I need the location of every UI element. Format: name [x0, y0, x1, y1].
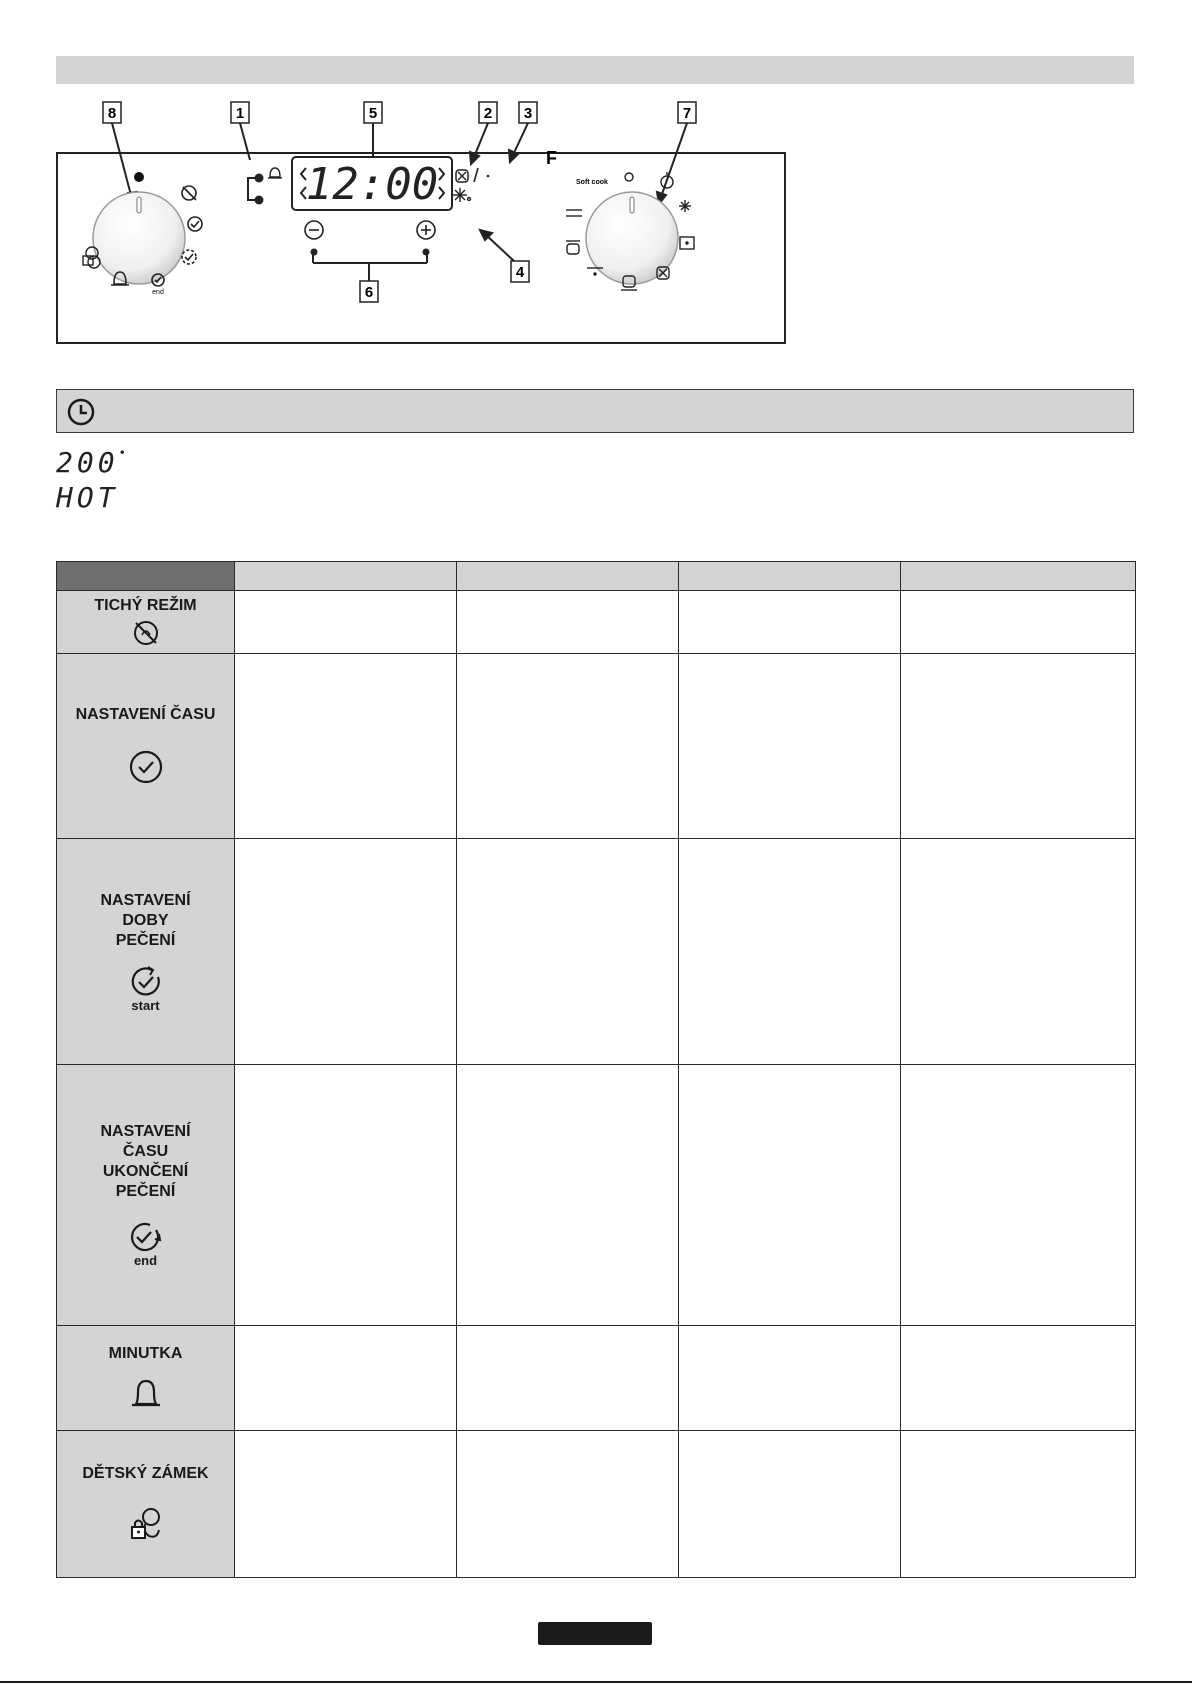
- callout-8: [103, 102, 121, 123]
- row-label: PEČENÍ: [115, 1183, 176, 1200]
- table-header-row: [57, 562, 1136, 591]
- table-row-child-lock: [57, 1431, 1136, 1578]
- control-panel-diagram: [56, 100, 786, 345]
- row-label: MINUTKA: [108, 1345, 183, 1362]
- table-cell: [457, 654, 679, 839]
- panel-letter-f: F: [546, 148, 557, 168]
- table-header-cell: [57, 562, 235, 591]
- row-label: DĚTSKÝ ZÁMEK: [82, 1465, 209, 1482]
- table-header-cell: [235, 562, 457, 591]
- start-label: start: [131, 997, 160, 1013]
- svg-text:7: 7: [682, 105, 692, 122]
- table-cell: [679, 654, 901, 839]
- table-cell: [901, 654, 1136, 839]
- table-header-cell: [901, 562, 1136, 591]
- table-cell: [235, 1431, 457, 1578]
- heating-dot-indicator: [487, 175, 490, 178]
- callout-2: [479, 102, 497, 123]
- page-footer-badge: [538, 1622, 652, 1645]
- table-cell: [235, 1326, 457, 1431]
- display-time: 12:00: [305, 159, 439, 210]
- display-example-hot: HOT: [56, 481, 119, 514]
- child-lock-icon: [126, 1506, 166, 1544]
- minus-dot: [311, 249, 318, 256]
- callout-1: [231, 102, 249, 123]
- duration-start-icon: [126, 963, 166, 999]
- clock-check-icon: [126, 747, 166, 787]
- svg-text:4: 4: [515, 264, 525, 281]
- table-cell: [235, 591, 457, 654]
- table-row-minute-minder: [57, 1326, 1136, 1431]
- plus-button[interactable]: [417, 221, 435, 239]
- function-table: [56, 561, 1136, 1578]
- top-header-band: [56, 56, 1134, 84]
- end-label: end: [133, 1253, 158, 1268]
- table-cell: [679, 1065, 901, 1326]
- row-label: PEČENÍ: [115, 931, 176, 949]
- table-cell: [235, 839, 457, 1065]
- row-label: NASTAVENÍ: [100, 891, 191, 909]
- table-cell: [457, 839, 679, 1065]
- svg-text:8: 8: [107, 105, 117, 122]
- table-row-cooking-duration: [57, 839, 1136, 1065]
- callout-5: [364, 102, 382, 123]
- svg-text:5: 5: [368, 105, 378, 122]
- minus-button[interactable]: [305, 221, 323, 239]
- table-cell: [901, 839, 1136, 1065]
- plus-dot: [423, 249, 430, 256]
- table-cell: [679, 839, 901, 1065]
- table-cell: [901, 1326, 1136, 1431]
- row-label: DOBY: [122, 911, 169, 929]
- row-label: NASTAVENÍ ČASU: [75, 706, 216, 723]
- svg-text:6: 6: [364, 284, 374, 301]
- svg-text:3: 3: [523, 105, 533, 122]
- row-label-cell: [57, 1431, 235, 1578]
- table-cell: [457, 591, 679, 654]
- table-cell: [235, 654, 457, 839]
- bell-icon: [126, 1374, 166, 1412]
- left-knob[interactable]: [93, 192, 185, 284]
- off-dot-icon: [134, 172, 144, 182]
- table-cell: [679, 591, 901, 654]
- callout-3: [519, 102, 537, 123]
- soft-cook-label: Soft cook: [576, 179, 608, 186]
- clock-section-bar: [56, 389, 1134, 433]
- row-label: ČASU: [122, 1143, 169, 1160]
- table-header-cell: [457, 562, 679, 591]
- callout-4: [511, 261, 529, 282]
- callout-7: [678, 102, 696, 123]
- table-row-clock-setting: [57, 654, 1136, 839]
- row-label: NASTAVENÍ: [100, 1123, 191, 1140]
- row-label: UKONČENÍ: [102, 1163, 189, 1180]
- right-knob[interactable]: [586, 192, 678, 284]
- table-cell: [457, 1431, 679, 1578]
- callout-6: [360, 281, 378, 302]
- row-label-cell: [57, 654, 235, 839]
- row-label: TICHÝ REŽIM: [94, 597, 197, 614]
- table-cell: [679, 1326, 901, 1431]
- table-cell: [679, 1431, 901, 1578]
- row-label-cell: [57, 839, 235, 1065]
- svg-text:2: 2: [483, 105, 493, 122]
- svg-text:1: 1: [235, 105, 245, 122]
- row-label-cell: [57, 591, 235, 654]
- table-cell: [457, 1065, 679, 1326]
- table-row-end-time: [57, 1065, 1136, 1326]
- end-label: end: [152, 289, 164, 296]
- table-cell: [235, 1065, 457, 1326]
- table-cell: [901, 1065, 1136, 1326]
- row-label-cell: [57, 1065, 235, 1326]
- table-cell: [901, 591, 1136, 654]
- table-cell: [457, 1326, 679, 1431]
- table-header-cell: [679, 562, 901, 591]
- display-example-temperature: 200•: [56, 446, 130, 479]
- table-cell: [901, 1431, 1136, 1578]
- silent-mode-icon: [129, 618, 163, 648]
- table-row-silent-mode: [57, 591, 1136, 654]
- row-label-cell: [57, 1326, 235, 1431]
- page-footer-line: [0, 1681, 1192, 1683]
- end-time-icon: [126, 1220, 166, 1254]
- clock-icon: [65, 396, 97, 428]
